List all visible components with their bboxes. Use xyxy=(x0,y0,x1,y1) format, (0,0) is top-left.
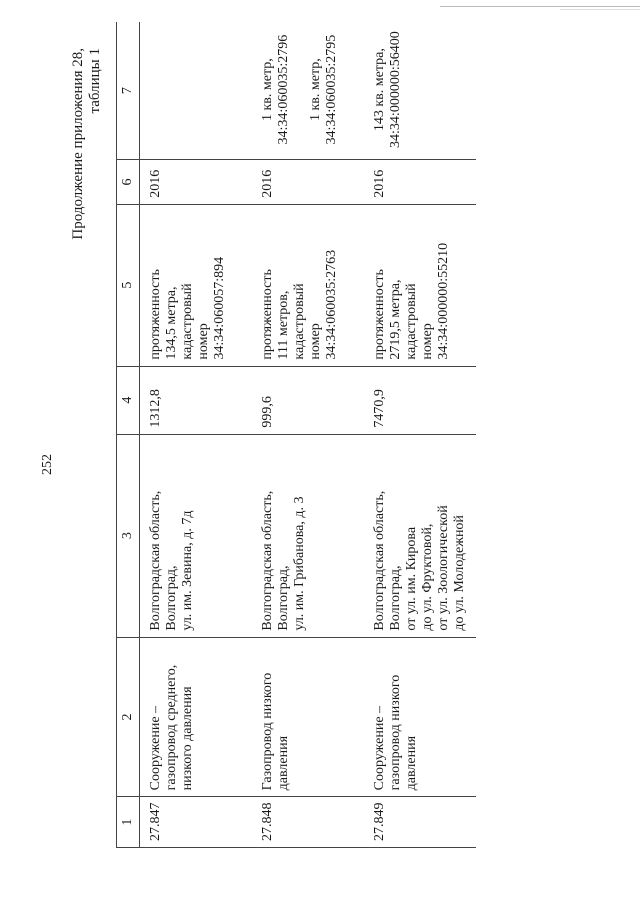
object-land-plot-line: 34:34:000000:56400 xyxy=(388,31,403,148)
header-col-1: 1 xyxy=(117,797,140,848)
object-address-line: до ул. Фруктовой, xyxy=(420,523,435,631)
object-name xyxy=(252,637,364,797)
header-col-7: 7 xyxy=(117,22,140,160)
object-characteristics-line: протяженность xyxy=(260,269,275,360)
object-name xyxy=(140,637,253,797)
object-name-line: Сооружение – xyxy=(148,705,163,791)
caption-line-1: Продолжение приложения 28, xyxy=(70,48,86,240)
object-characteristics-line: 34:34:060035:2763 xyxy=(324,249,339,360)
object-address-line: Волгоград, xyxy=(388,565,403,631)
table-header-row xyxy=(117,22,140,848)
object-address xyxy=(252,434,364,637)
object-year: 2016 xyxy=(364,160,476,205)
property-table xyxy=(116,22,476,848)
object-name-line: газопровод среднего, xyxy=(164,664,179,791)
table-row xyxy=(252,22,364,848)
object-characteristics xyxy=(364,204,476,366)
object-address-line: Волгоградская область, xyxy=(372,490,387,631)
table-row xyxy=(364,22,476,848)
object-land-plot-line: 1 кв. метр, xyxy=(308,58,323,122)
object-characteristics-line: номер xyxy=(420,323,435,360)
object-address-line: ул. им. Грибанова, д. 3 xyxy=(292,496,307,631)
object-characteristics-line: 2719,5 метра, xyxy=(388,279,403,360)
object-name-line: Газопровод низкого xyxy=(260,672,275,791)
object-characteristics-line: кадастровый xyxy=(180,283,195,360)
object-characteristics-line: 34:34:000000:55210 xyxy=(436,242,451,360)
object-name-line: давления xyxy=(404,735,419,791)
object-land-plot xyxy=(140,22,253,160)
object-characteristics-line: кадастровый xyxy=(292,283,307,360)
object-land-plot-line: 34:34:060035:2796 xyxy=(276,34,291,145)
object-address-line: от ул. им. Кирова xyxy=(404,526,419,631)
object-address-line: Волгоград, xyxy=(164,565,179,631)
object-address-line: Волгоград, xyxy=(276,565,291,631)
object-land-plot-line: 34:34:060035:2795 xyxy=(324,34,339,145)
row-number: 27.847 xyxy=(140,797,253,848)
object-characteristics-line: протяженность xyxy=(372,269,387,360)
header-col-2: 2 xyxy=(117,637,140,797)
header-col-5: 5 xyxy=(117,204,140,366)
object-address xyxy=(140,434,253,637)
object-characteristics xyxy=(140,204,253,366)
object-characteristics-line: 134,5 метра, xyxy=(164,286,179,360)
object-address-line: Волгоградская область, xyxy=(148,490,163,631)
object-name xyxy=(364,637,476,797)
object-year: 2016 xyxy=(252,160,364,205)
object-land-plot-line xyxy=(292,26,308,153)
object-area: 999,6 xyxy=(252,366,364,434)
header-col-6: 6 xyxy=(117,160,140,205)
page-number: 252 xyxy=(40,454,55,475)
object-name-line: Сооружение – xyxy=(372,705,387,791)
object-characteristics xyxy=(252,204,364,366)
object-characteristics-line: протяженность xyxy=(148,269,163,360)
object-area: 7470,9 xyxy=(364,366,476,434)
object-land-plot-line: 1 кв. метр, xyxy=(260,58,275,122)
row-number: 27.848 xyxy=(252,797,364,848)
object-year: 2016 xyxy=(140,160,253,205)
header-col-3: 3 xyxy=(117,434,140,637)
object-characteristics-line: номер xyxy=(308,323,323,360)
object-land-plot-line: 143 кв. метра, xyxy=(372,48,387,132)
object-name-line: низкого давления xyxy=(180,686,195,791)
object-name-line: давления xyxy=(276,735,291,791)
object-land-plot xyxy=(364,22,476,160)
object-address xyxy=(364,434,476,637)
object-characteristics-line: кадастровый xyxy=(404,283,419,360)
table-caption xyxy=(70,48,104,240)
object-characteristics-line: 34:34:060057:894 xyxy=(212,256,227,360)
row-number: 27.849 xyxy=(364,797,476,848)
table-row xyxy=(140,22,253,848)
object-address-line: ул. им. Зевина, д. 7д xyxy=(180,510,195,631)
object-address-line: Волгоградская область, xyxy=(260,490,275,631)
object-characteristics-line: номер xyxy=(196,323,211,360)
object-name-line: газопровод низкого xyxy=(388,674,403,791)
object-land-plot xyxy=(252,22,364,160)
object-address-line: до ул. Молодежной xyxy=(452,515,467,631)
header-col-4: 4 xyxy=(117,366,140,434)
object-characteristics-line: 111 метров, xyxy=(276,290,291,360)
object-area: 1312,8 xyxy=(140,366,253,434)
caption-line-2: таблицы 1 xyxy=(87,48,103,114)
object-address-line: от ул. Зоологической xyxy=(436,505,451,631)
table-body xyxy=(140,22,477,848)
